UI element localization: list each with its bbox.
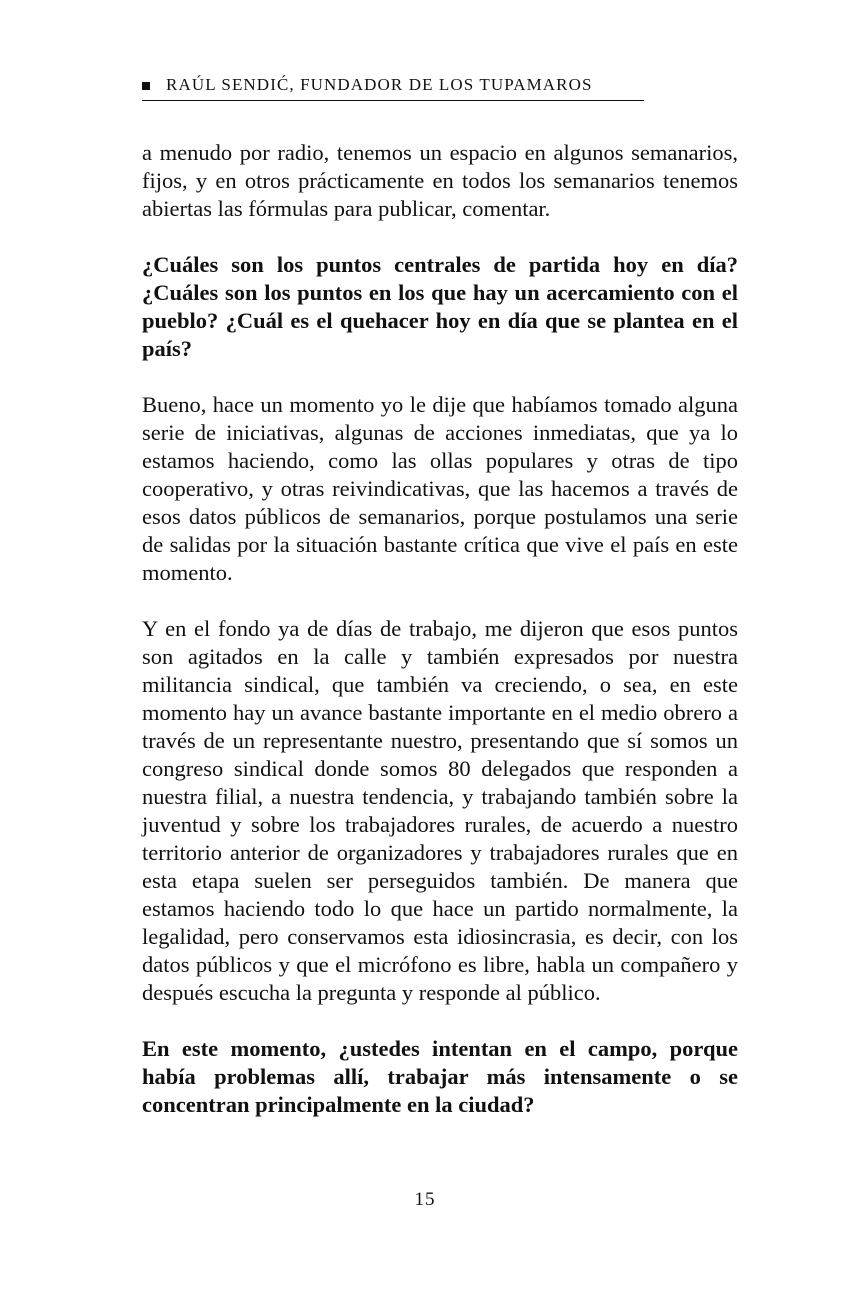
paragraph-spacer	[142, 223, 738, 251]
paragraph-3: Y en el fondo ya de días de trabajo, me dijeron que esos puntos son agitados en la calle y también expresados por nuestra militancia sindical, que también va creciendo, o sea, en este momento hay un avance bastante importante en el medio obrero a través de un representante nuestro, presentando que sí somos un congreso sindical donde somos 80 delegados que responden a nuestra filial, a nuestra tendencia, y trabajando también sobre la juventud y sobre los trabajadores rurales, de acuerdo a nuestro territorio anterior de organizadores y trabajadores rurales que en esta etapa suelen ser perseguidos también. De manera que estamos haciendo todo lo que hace un partido normalmente, la legalidad, pero conservamos esta idiosincrasia, es decir, con los datos públicos y que el micrófono es libre, habla un compañero y después escucha la pregunta y responde al público.	[142, 616, 738, 1005]
paragraph-spacer	[142, 1007, 738, 1035]
page-body	[142, 139, 738, 1119]
paragraph-spacer	[142, 587, 738, 615]
header-bullet-square	[142, 82, 150, 90]
paragraph-2: Bueno, hace un momento yo le dije que habíamos tomado alguna serie de iniciativas, algunas de acciones inmediatas, que ya lo estamos haciendo, como las ollas populares y otras de tipo cooperativo, y otras reivindicativas, que las hacemos a través de esos datos públicos de semanarios, porque postulamos una serie de salidas por la situación bastante crítica que vive el país en este momento.	[142, 392, 738, 585]
interview-question-2: En este momento, ¿ustedes intentan en el campo, porque había problemas allí, trabajar más intensamente o se concentran principalmente en la ciudad?	[142, 1036, 738, 1117]
running-header	[142, 74, 644, 101]
page-number: 15	[414, 1189, 436, 1210]
interview-question-1: ¿Cuáles son los puntos centrales de partida hoy en día? ¿Cuáles son los puntos en los que hay un acercamiento con el pueblo? ¿Cuál es el quehacer hoy en día que se plantea en el país?	[142, 252, 738, 361]
paragraph-spacer	[142, 363, 738, 391]
running-title: RAÚL SENDIĆ, FUNDADOR DE LOS TUPAMAROS	[166, 75, 593, 94]
paragraph-1: a menudo por radio, tenemos un espacio en algunos semanarios, fijos, y en otros prácticamente en todos los semanarios tenemos abiertas las fórmulas para publicar, comentar.	[142, 140, 738, 221]
